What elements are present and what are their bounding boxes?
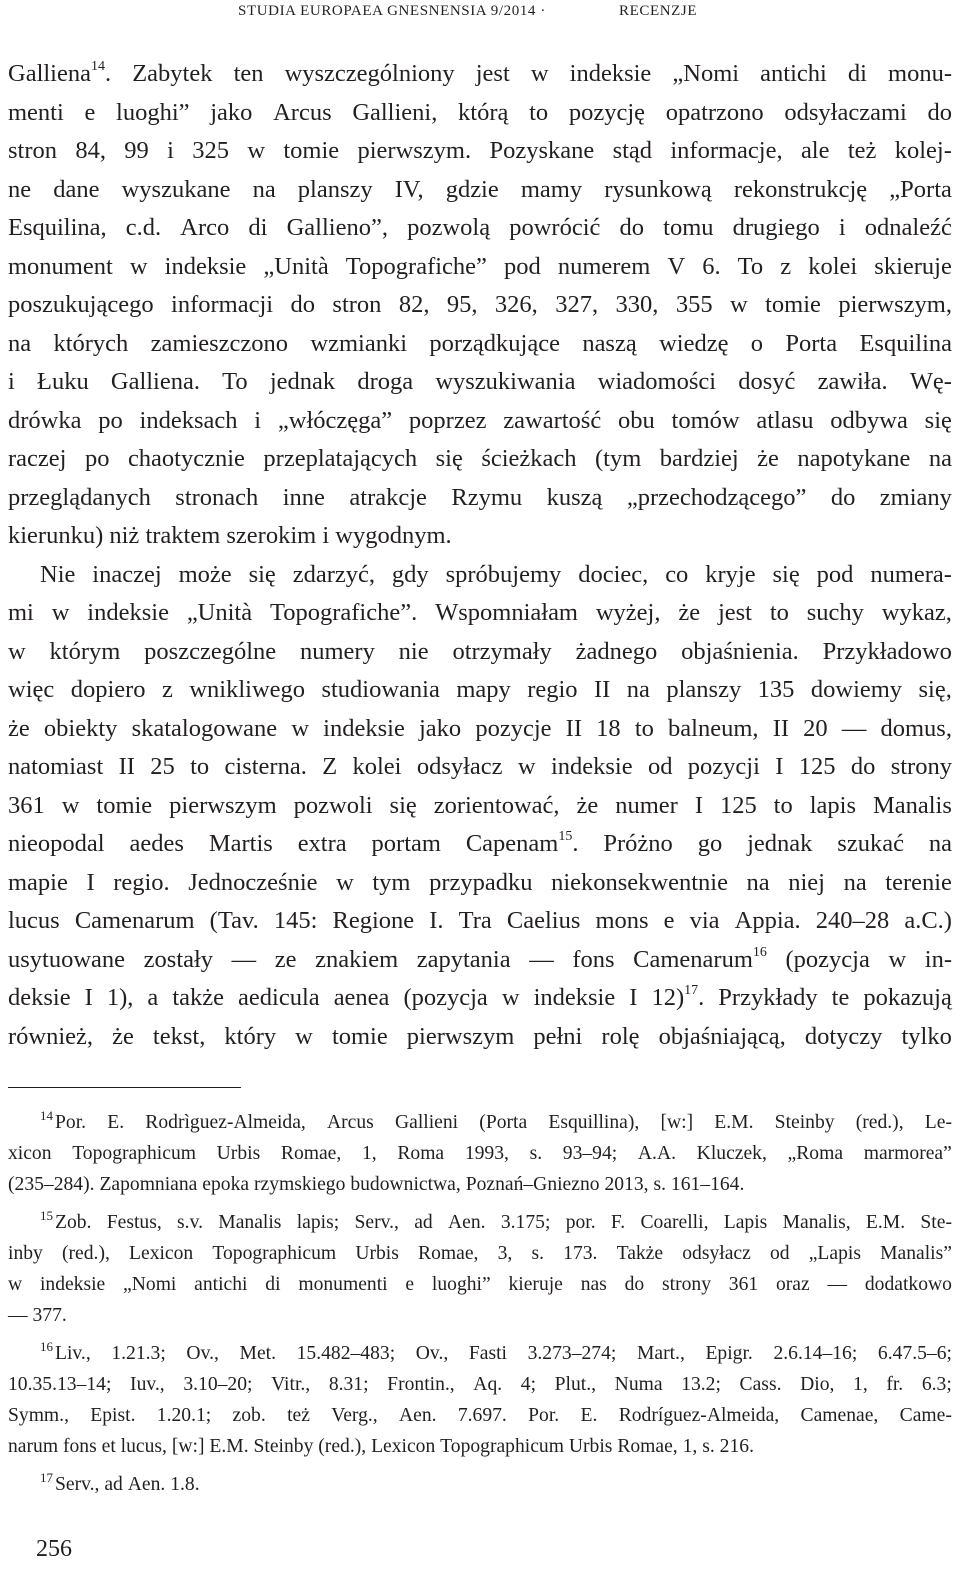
- footnote-ref: 16: [40, 1339, 53, 1354]
- footnote-16: [8, 1338, 952, 1462]
- text-line: monument w indeksie „Unità Topografiche” pod numerem V 6. To z kolei skieruje: [8, 252, 952, 280]
- text-line: — 377.: [8, 1305, 67, 1326]
- footnote-ref: 15: [558, 829, 573, 844]
- running-head: [0, 0, 960, 22]
- text-line: usytuowane zostały — ze znakiem zapytania — fons Camenarum$^{16}$ (pozycja w in-: [8, 944, 952, 973]
- text-line: mapie I regio. Jednocześnie w tym przypadku niekonsekwentnie na niej na terenie: [8, 868, 952, 896]
- footnote-divider: [8, 1087, 241, 1088]
- text-line: Nie inaczej może się zdarzyć, gdy spróbujemy dociec, co kryje się pod numera-: [40, 560, 952, 588]
- text-line: raczej po chaotycznie przeplatających się ścieżkach (tym bardziej że napotykane na: [8, 445, 952, 472]
- section-title: RECENZJE: [619, 3, 698, 19]
- footnote-ref: 16: [752, 944, 767, 960]
- text-line: mi w indeksie „Unità Topografiche”. Wspomniałam wyżej, że jest to suchy wykaz,: [8, 599, 952, 626]
- text-line: więc dopiero z wnikliwego studiowania mapy regio II na planszy 135 dowiemy się,: [8, 676, 952, 703]
- text-line: Galliena$^{14}$. Zabytek ten wyszczególniony jest w indeksie „Nomi antichi di monu-: [8, 59, 952, 87]
- footnote-ref: 14: [40, 1108, 53, 1123]
- text-line: xicon Topographicum Urbis Romae, 1, Roma 1993, s. 93–94; A.A. Kluczek, „Roma marmorea”: [8, 1143, 952, 1164]
- body-text: [8, 55, 952, 1056]
- text-line: $^{15}$ Zob. Festus, s.v. Manalis lapis; Serv., ad Aen. 3.175; por. F. Coarelli, Lapis Manalis, E.M. Ste-: [40, 1208, 952, 1233]
- text-line: drówka po indeksach i „włóczęga” poprzez zawartość obu tomów atlasu odbywa się: [8, 406, 952, 434]
- text-line: menti e luoghi” jako Arcus Gallieni, którą to pozycję opatrzono odsyłaczami do: [8, 98, 952, 126]
- text-line: deksie I 1), a także aedicula aenea (pozycja w indeksie I 12)$^{17}$. Przykłady te pokazują: [8, 983, 952, 1011]
- text-line: $^{14}$ Por. E. Rodrìguez-Almeida, Arcus Gallieni (Porta Esquillina), [w:] E.M. Steinby (red.), Le-: [40, 1108, 952, 1133]
- text-line: ne dane wyszukane na planszy IV, gdzie mamy rysunkową rekonstrukcję „Porta: [8, 175, 952, 203]
- text-line: że obiekty skatalogowane w indeksie jako pozycje II 18 to balneum, II 20 — domus,: [8, 714, 952, 742]
- footnote-ref: 15: [40, 1208, 53, 1223]
- footnotes: [8, 1107, 952, 1507]
- text-line: inby (red.), Lexicon Topographicum Urbis Romae, 3, s. 173. Także odsyłacz od „Lapis Manalis”: [8, 1243, 952, 1264]
- journal-title: STUDIA EUROPAEA GNESNENSIA 9/2014 ·: [238, 3, 546, 19]
- text-line: 10.35.13–14; Iuv., 3.10–20; Vitr., 8.31; Frontin., Aq. 4; Plut., Numa 13.2; Cass. Dio, 1, fr. 6.3;: [8, 1374, 952, 1395]
- text-line: w którym poszczególne numery nie otrzymały żadnego objaśnienia. Przykładowo: [8, 637, 952, 665]
- text-line: (235–284). Zapomniana epoka rzymskiego budownictwa, Poznań–Gniezno 2013, s. 161–164.: [8, 1174, 745, 1195]
- text-line: Esquilina, c.d. Arco di Gallieno”, pozwolą powrócić do tomu drugiego i odnaleźć: [8, 214, 952, 241]
- text-line: poszukującego informacji do stron 82, 95, 326, 327, 330, 355 w tomie pierwszym,: [8, 291, 952, 318]
- text-line: $^{16}$ Liv., 1.21.3; Ov., Met. 15.482–483; Ov., Fasti 3.273–274; Mart., Epigr. 2.6.14–16; 6.47.5–6;: [40, 1339, 952, 1364]
- text-line: przeglądanych stronach inne atrakcje Rzymu kuszą „przechodzącego” do zmiany: [8, 483, 952, 511]
- text-line: kierunku) niż traktem szerokim i wygodnym.: [8, 522, 452, 549]
- text-line: 361 w tomie pierwszym pozwoli się zorientować, że numer I 125 to lapis Manalis: [8, 791, 952, 819]
- text-line: $^{17}$ Serv., ad Aen. 1.8.: [40, 1470, 200, 1495]
- text-line: i Łuku Galliena. To jednak droga wyszukiwania wiadomości dosyć zawiła. Wę-: [8, 368, 952, 395]
- text-line: Symm., Epist. 1.20.1; zob. też Verg., Aen. 7.697. Por. E. Rodríguez-Almeida, Camenae, Came-: [8, 1405, 952, 1426]
- footnote-17: [8, 1469, 952, 1500]
- text-line: natomiast II 25 to cisterna. Z kolei odsyłacz w indeksie od pozycji I 125 do strony: [8, 753, 952, 780]
- text-line: w indeksie „Nomi antichi di monumenti e luoghi” kieruje nas do strony 361 oraz — dodatkowo: [8, 1274, 952, 1295]
- text-line: również, że tekst, który w tomie pierwszym pełni rolę objaśniającą, dotyczy tylko: [8, 1022, 952, 1050]
- text-line: nieopodal aedes Martis extra portam Capenam$^{15}$. Próżno go jednak szukać na: [8, 829, 952, 857]
- text-line: na których zamieszczono wzmianki porządkujące naszą wiedzę o Porta Esquilina: [8, 329, 952, 357]
- text-line: lucus Camenarum (Tav. 145: Regione I. Tra Caelius mons e via Appia. 240–28 a.C.): [8, 907, 952, 934]
- footnote-14: [8, 1107, 952, 1200]
- page-number: 256: [36, 1536, 72, 1562]
- footnote-ref: 17: [684, 983, 699, 998]
- footnote-ref: 14: [91, 59, 105, 74]
- footnote-15: [8, 1207, 952, 1331]
- text-line: narum fons et lucus, [w:] E.M. Steinby (red.), Lexicon Topographicum Urbis Romae, 1, s. 216.: [8, 1436, 754, 1457]
- footnote-ref: 17: [40, 1470, 53, 1485]
- text-line: stron 84, 99 i 325 w tomie pierwszym. Pozyskane stąd informacje, ale też kolej-: [8, 137, 952, 164]
